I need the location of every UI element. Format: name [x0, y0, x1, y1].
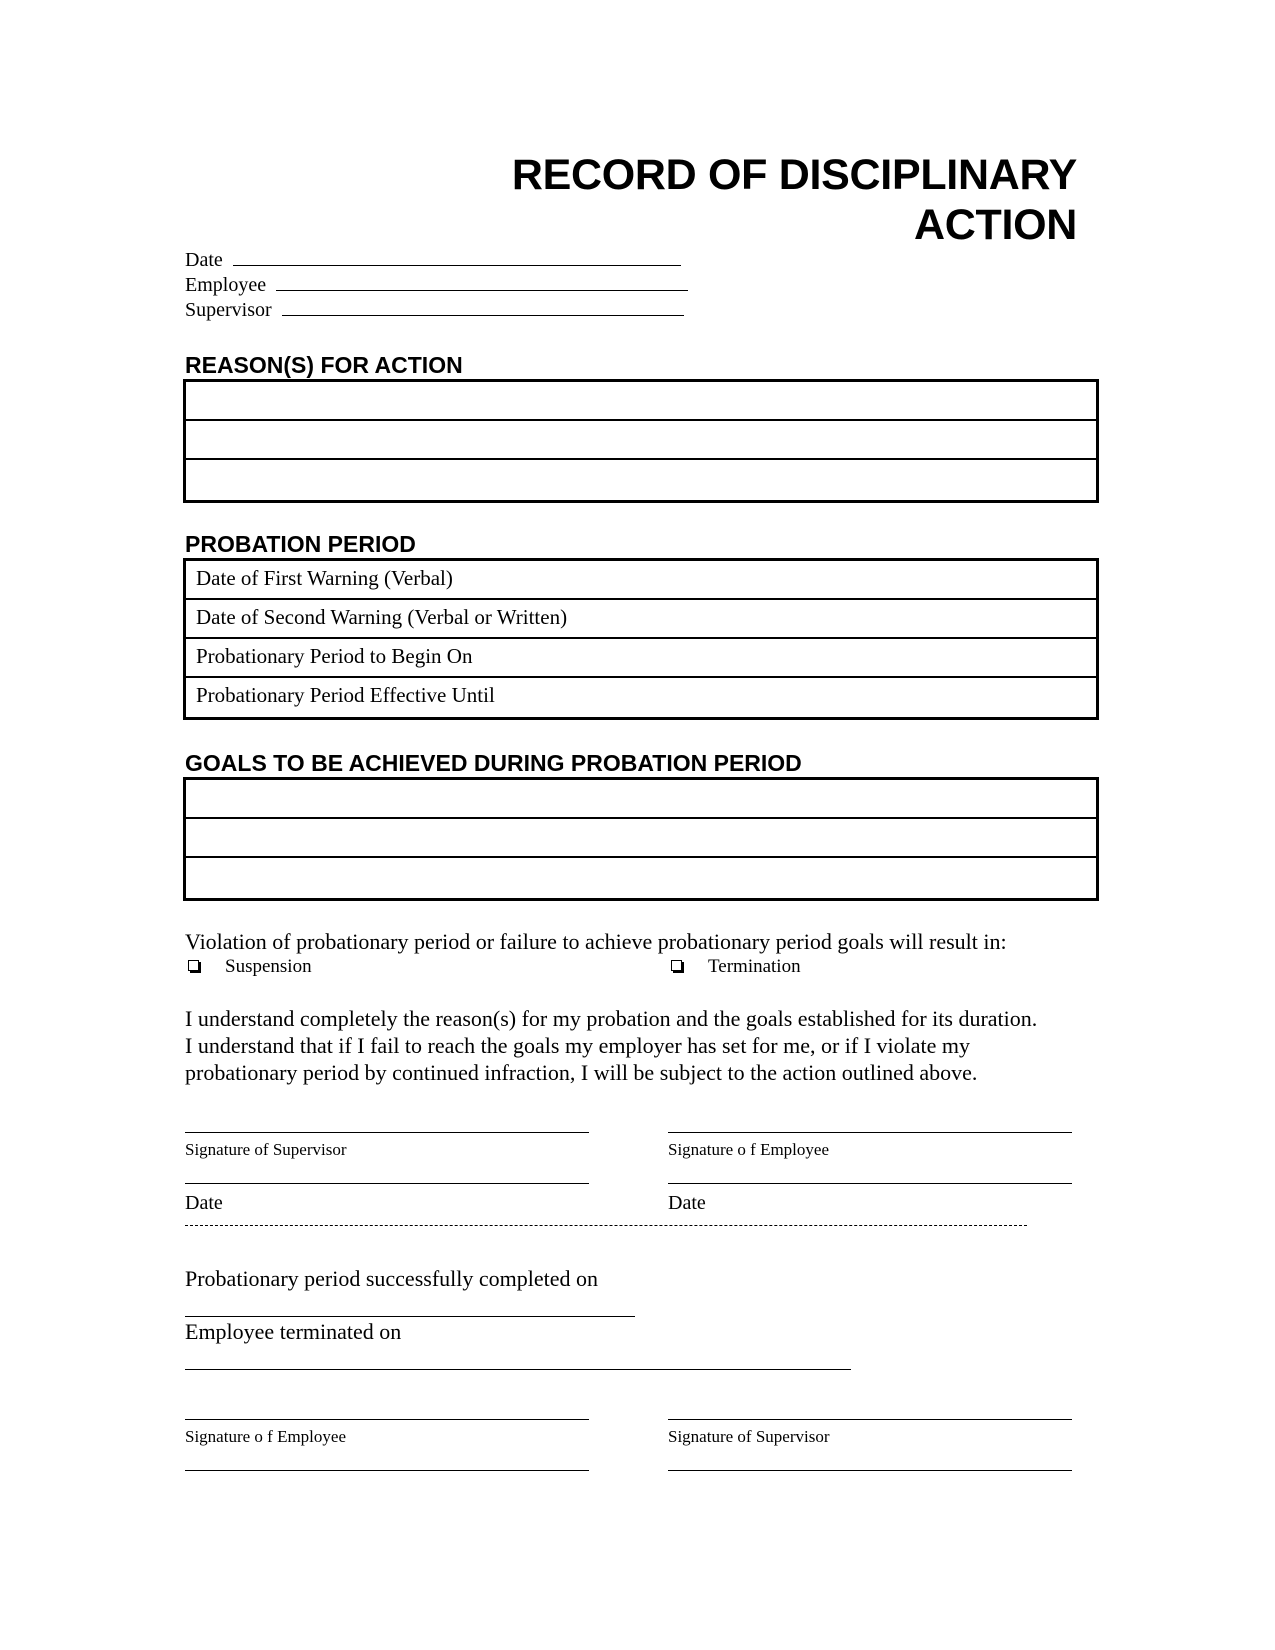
supervisor-field-label: Supervisor [185, 299, 272, 321]
completed-date-line[interactable] [185, 1316, 635, 1317]
consequence-text: Violation of probationary period or failure to achieve probationary period goals will result in: [185, 929, 1007, 954]
probation-table [183, 558, 1099, 720]
suspension-option[interactable] [188, 955, 312, 979]
supervisor-date-line[interactable] [185, 1183, 589, 1184]
employee-signature-line-bottom[interactable] [185, 1419, 589, 1420]
probation-heading: PROBATION PERIOD [185, 531, 416, 557]
completed-label: Probationary period successfully completed on [185, 1266, 599, 1291]
reasons-row[interactable] [186, 382, 1096, 421]
suspension-label: Suspension [225, 956, 312, 977]
employee-field [185, 273, 688, 297]
employee-field-line[interactable] [276, 273, 688, 291]
date-field-label: Date [185, 249, 223, 271]
supervisor-field-line[interactable] [282, 298, 684, 316]
title-line-1: RECORD OF DISCIPLINARY [511, 151, 1077, 199]
goals-row[interactable] [186, 819, 1096, 858]
goals-table [183, 777, 1099, 901]
checkbox-icon[interactable] [188, 960, 199, 971]
employee-signature-label-bottom: Signature o f Employee [185, 1427, 346, 1446]
goals-row[interactable] [186, 858, 1096, 897]
supervisor-signature-line[interactable] [185, 1132, 589, 1133]
termination-label: Termination [708, 956, 801, 977]
employee-date-label: Date [668, 1192, 706, 1214]
supervisor-signature-line-bottom[interactable] [668, 1419, 1072, 1420]
dashed-separator [185, 1225, 1027, 1226]
supervisor-date-line-bottom[interactable] [668, 1470, 1072, 1471]
probation-row-effective-until[interactable]: Probationary Period Effective Until [196, 683, 495, 707]
acknowledgement-line-2: I understand that if I fail to reach the goals my employer has set for me, or if I violate my [185, 1033, 971, 1058]
terminated-label: Employee terminated on [185, 1319, 402, 1344]
supervisor-signature-label: Signature of Supervisor [185, 1140, 347, 1159]
checkbox-icon[interactable] [671, 960, 682, 971]
employee-date-line-bottom[interactable] [185, 1470, 589, 1471]
acknowledgement-line-1: I understand completely the reason(s) for my probation and the goals established for its duration. [185, 1006, 1038, 1031]
termination-option[interactable] [671, 955, 801, 979]
probation-row-first-warning[interactable]: Date of First Warning (Verbal) [186, 561, 1096, 600]
goals-row[interactable] [186, 780, 1096, 819]
terminated-date-line[interactable] [185, 1369, 851, 1370]
reasons-heading: REASON(S) FOR ACTION [185, 352, 463, 378]
employee-signature-label: Signature o f Employee [668, 1140, 829, 1159]
date-field-line[interactable] [233, 248, 681, 266]
reasons-row[interactable] [186, 421, 1096, 460]
goals-heading: GOALS TO BE ACHIEVED DURING PROBATION PERIOD [185, 750, 802, 776]
supervisor-date-label: Date [185, 1192, 223, 1214]
employee-signature-line[interactable] [668, 1132, 1072, 1133]
employee-field-label: Employee [185, 274, 267, 296]
document-title [512, 150, 1077, 250]
title-line-2: ACTION [913, 201, 1077, 249]
supervisor-signature-label-bottom: Signature of Supervisor [668, 1427, 830, 1446]
supervisor-field [185, 298, 684, 322]
date-field [185, 248, 681, 272]
probation-row-second-warning[interactable]: Date of Second Warning (Verbal or Written) [186, 600, 1096, 639]
probation-row-begin-on[interactable]: Probationary Period to Begin On [186, 639, 1096, 678]
acknowledgement-line-3: probationary period by continued infraction, I will be subject to the action outlined above. [185, 1060, 978, 1085]
employee-date-line[interactable] [668, 1183, 1072, 1184]
reasons-row[interactable] [186, 460, 1096, 499]
reasons-table [183, 379, 1099, 503]
